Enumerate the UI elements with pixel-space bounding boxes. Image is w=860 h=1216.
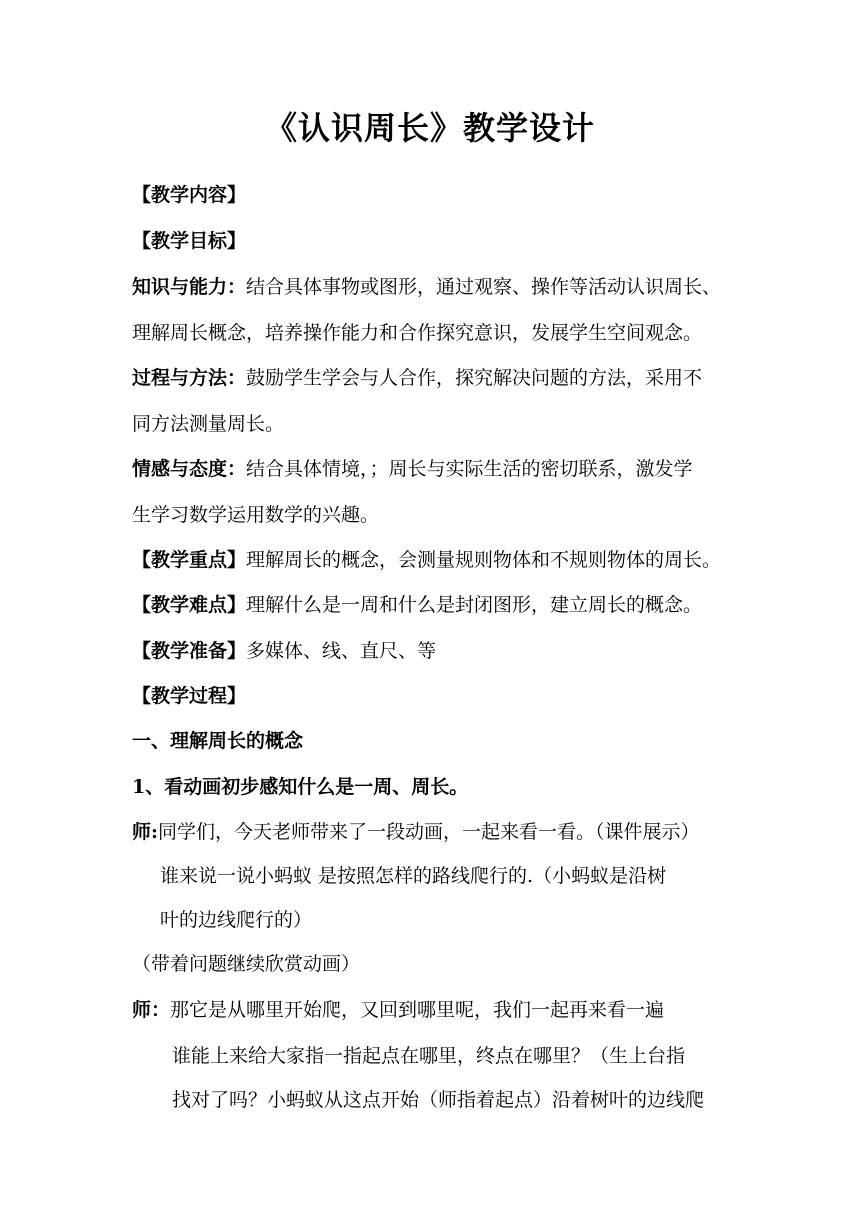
teaching-focus-text: 理解周长的概念，会测量规则物体和不规则物体的周长。 <box>246 549 722 571</box>
teaching-prep-line <box>132 637 436 665</box>
teaching-difficulty-line <box>132 591 702 619</box>
teacher-text-2: 那它是从哪里开始爬，又回到哪里呢，我们一起再来看一遍 <box>170 999 665 1021</box>
emotion-attitude-text: 结合具体情境，；周长与实际生活的密切联系，激发学 <box>246 458 693 480</box>
teaching-difficulty-text: 理解什么是一周和什么是封闭图形，建立周长的概念。 <box>246 594 703 616</box>
process-method-line <box>132 364 702 392</box>
stage-note: （带着问题继续欣赏动画） <box>132 953 361 975</box>
teaching-prep-text: 多媒体、线、直尺、等 <box>246 640 437 662</box>
knowledge-ability-text: 结合具体事物或图形，通过观察、操作等活动认识周长、 <box>246 276 722 298</box>
emotion-attitude-label: 情感与态度： <box>132 458 247 480</box>
teacher-line-1b: 谁来说一说小蚂蚁 是按照怎样的路线爬行的.（小蚂蚁是沿树 <box>160 865 667 887</box>
document-title: 《认识周长》教学设计 <box>264 109 595 147</box>
knowledge-ability-line-2: 理解周长概念，培养操作能力和合作探究意识，发展学生空间观念。 <box>132 322 703 344</box>
teaching-prep-label: 【教学准备】 <box>132 640 247 662</box>
teacher-line-2c: 找对了吗？小蚂蚁从这点开始（师指着起点）沿着树叶的边线爬 <box>172 1089 705 1111</box>
teaching-difficulty-label: 【教学难点】 <box>132 594 247 616</box>
teacher-label-1: 师: <box>132 821 159 843</box>
teacher-line-1c: 叶的边线爬行的） <box>160 909 313 931</box>
teaching-focus-label: 【教学重点】 <box>132 549 247 571</box>
knowledge-ability-label: 知识与能力： <box>132 276 247 298</box>
teacher-label-2: 师： <box>132 999 171 1021</box>
teacher-line-1 <box>132 818 700 846</box>
teaching-goals-heading: 【教学目标】 <box>132 230 247 252</box>
process-method-text: 鼓励学生学会与人合作，探究解决问题的方法，采用不 <box>246 367 703 389</box>
emotion-attitude-line-2: 生学习数学运用数学的兴趣。 <box>132 504 380 526</box>
process-method-label: 过程与方法： <box>132 367 247 389</box>
teaching-content-heading: 【教学内容】 <box>132 184 247 206</box>
knowledge-ability-line <box>132 273 721 301</box>
part1-heading: 一、理解周长的概念 <box>132 730 304 752</box>
emotion-attitude-line <box>132 455 693 483</box>
process-method-line-2: 同方法测量周长。 <box>132 413 285 435</box>
step1-heading: 1、看动画初步感知什么是一周、周长。 <box>132 776 469 798</box>
teaching-focus-line <box>132 546 721 574</box>
teacher-line-2 <box>132 996 664 1024</box>
teacher-text-1: 同学们，今天老师带来了一段动画，一起来看一看。（课件展示） <box>158 821 700 843</box>
teaching-process-heading: 【教学过程】 <box>132 685 247 707</box>
teacher-line-2b: 谁能上来给大家指一指起点在哪里，终点在哪里？（生上台指 <box>172 1045 686 1067</box>
